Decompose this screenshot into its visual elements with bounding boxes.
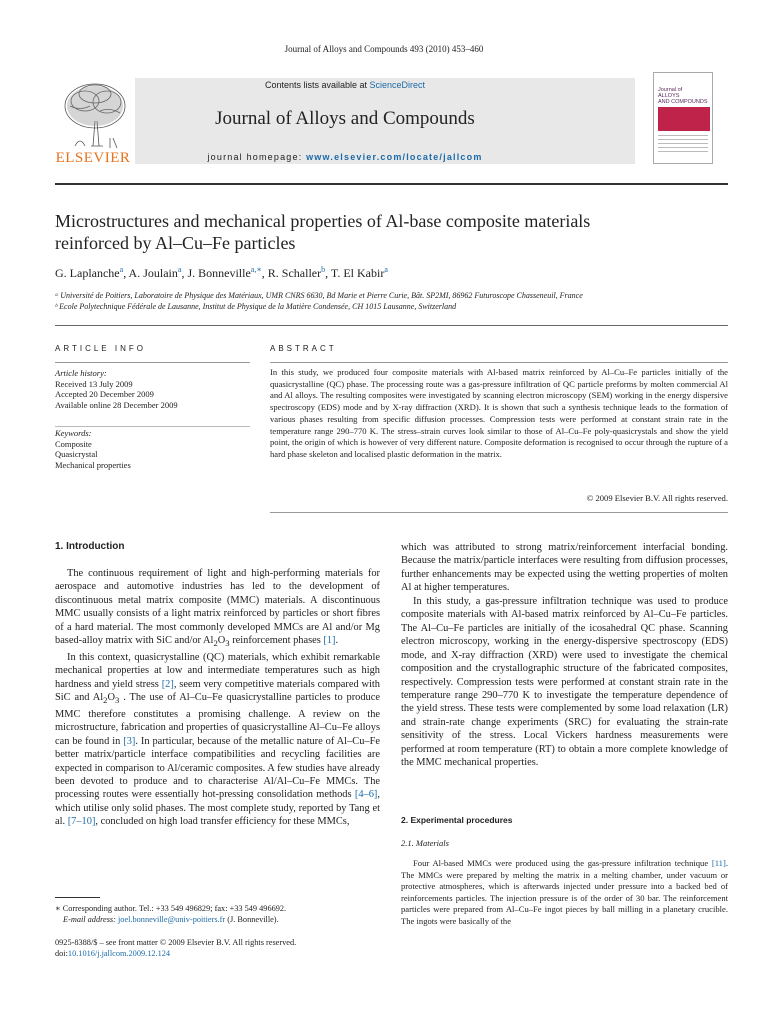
- author-name: J. Bonneville: [187, 266, 251, 280]
- citation-link[interactable]: [4–6]: [354, 789, 378, 801]
- keywords-block: [55, 428, 250, 470]
- article-title: [55, 210, 735, 254]
- title-line-1: Microstructures and mechanical properties of Al-base composite materials: [55, 211, 591, 231]
- author-separator: ,: [123, 266, 129, 280]
- citation-link[interactable]: [2]: [161, 678, 174, 690]
- cover-title: Journal of ALLOYS AND COMPOUNDS: [658, 87, 708, 105]
- keyword: Quasicrystal: [55, 449, 98, 459]
- received-date: Received 13 July 2009: [55, 378, 133, 389]
- author-affiliation-marker[interactable]: a: [384, 265, 388, 274]
- author-list: [55, 265, 388, 281]
- elsevier-wordmark: ELSEVIER: [55, 150, 131, 166]
- author-separator: ,: [181, 266, 188, 280]
- abstract-heading: ABSTRACT: [270, 344, 337, 353]
- affiliation-a: ᵃ Université de Poitiers, Laboratoire de Physique des Matériaux, UMR CNRS 6630, Bd Marie et Pierre Curie, Bât. SP2MI, 86962 Futuroscope Chasseneuil, France: [55, 291, 583, 300]
- homepage-prefix: journal homepage:: [207, 152, 307, 162]
- cover-band: [658, 107, 710, 131]
- author-affiliation-marker[interactable]: a: [119, 265, 124, 274]
- title-line-2: reinforced by Al–Cu–Fe particles: [55, 233, 296, 253]
- materials-paragraph: Four Al-based MMCs were produced using the gas-pressure infiltration technique [11]. The MMCs were prepared by melting the matrix in a melting chamber, under vacuum or protective atmospheres, which is afterwards injected under pressure into a backed bed of reinforcements particles. The injection pressure is of the order of 30 bar. The reinforcement particles were prepared from Al–Cu–Fe ingot pieces by ball milling in a planetary crucible. The ingots were basically of the: [401, 858, 728, 926]
- abstract-rule: [270, 362, 728, 363]
- article-info-rule: [55, 362, 250, 363]
- citation-link[interactable]: [3]: [123, 735, 136, 747]
- issn-line: 0925-8388/$ – see front matter © 2009 Elsevier B.V. All rights reserved.: [55, 938, 297, 947]
- doi-line: doi:10.1016/j.jallcom.2009.12.124: [55, 949, 171, 958]
- citation-link[interactable]: [11]: [711, 858, 726, 868]
- section-2-1-heading: 2.1. Materials: [401, 838, 449, 848]
- running-head: Journal of Alloys and Compounds 493 (2010) 453–460: [284, 44, 484, 54]
- right-paragraph-1: which was attributed to strong matrix/reinforcement interfacial bonding. Because the matrix/particle interfaces were resulting from diffusion processes, further enhancements may be expected using the wetting properties of molten Al at higher temperatures.: [401, 542, 728, 594]
- cover-lines: [658, 135, 708, 155]
- author-name: R. Schaller: [267, 266, 322, 280]
- keywords-label: Keywords:: [55, 428, 92, 438]
- left-column: [55, 567, 380, 829]
- header-rule: [55, 183, 728, 185]
- citation-link[interactable]: [7–10]: [67, 816, 96, 828]
- abstract-text: In this study, we produced four composite materials with Al-based matrix reinforced by Al–Cu–Fe particles initially of the quasicrystalline (QC) phase. The processing route was a gas-pressure infiltration of QC particle preforms by molten commercial Al and Al alloys. The resulting composites were investigated by scanning electron microscopy (SEM) working in the energy dispersive spectroscopy (EDS) mode and by X-ray diffraction (XRD). It is shown that such a synthesis technique leads to the formation of various phases resulting from specific diffusion processes. Compression tests were performed at constant strain rate in the temperature range 290–770 K. The stress–strain curves look similar to those of Al–Cu–Fe poly-quasicrystals and show the yield point, the origin of which is however of very different nature. Composite deformation is recognised to occur through the rupture of a hard phase skeleton and localised plastic deformation in the matrix.: [270, 367, 728, 459]
- contents-line: [55, 80, 635, 90]
- history-label: Article history:: [55, 368, 107, 378]
- abstract-bottom-rule: [270, 512, 728, 513]
- author-name: G. Laplanche: [55, 266, 120, 280]
- section-2-heading: 2. Experimental procedures: [401, 815, 513, 825]
- affiliation-b: ᵇ Ecole Polytechnique Fédérale de Lausanne, Institut de Physique de la Matière Condensée, CH 1015 Lausanne, Switzerland: [55, 302, 457, 311]
- corresponding-author-note: ∗ Corresponding author. Tel.: +33 549 496829; fax: +33 549 496692.: [55, 904, 287, 913]
- accepted-date: Accepted 20 December 2009: [55, 389, 154, 399]
- intro-paragraph-1: The continuous requirement of light and high-performing materials for aerospace and automotive industries has led to the development of discontinuous metal matrix composite (MMC) materials. A discontinuous MMC usually consists of a light matrix reinforced by particles or short fibres of a hard material. The most commonly developed MMCs are Al and/or Mg based-alloy matrix with SiC and/or $Al_2O_3$ reinforcement phases [1].: [55, 568, 380, 649]
- author-affiliation-marker[interactable]: a: [177, 265, 182, 274]
- intro-paragraph-2: In this context, quasicrystalline (QC) materials, which exhibit remarkable mechanical properties at low and intermediate temperatures such as high hardness and yield stress [2], seem very competitive materials compared with SiC and $Al_2O_3$ . The use of Al–Cu–Fe quasicrystalline particles to produce MMC therefore constitutes a promising challenge. A review on the microstructure, fabrication and properties of quasicrystalline Al–Cu–Fe alloys can be found in [3]. In particular, because of the metallic nature of Al–Cu–Fe better matrix/particle interface compatibilities and recycling facilities are expected in comparison to Al/ceramic composites. A few studies have already been devoted to produce and to characterise Al/Al–Cu–Fe MMCs. The processing routes were essentially hot-pressing consolidation methods [4–6], which utilise only solid phases. The most complete study, reported by Tang et al. [7–10], concluded on high load transfer efficiency for these MMCs,: [55, 651, 380, 828]
- author-separator: ,: [261, 266, 268, 280]
- affiliation-rule: [55, 325, 728, 326]
- keyword: Composite: [55, 438, 92, 449]
- sciencedirect-link[interactable]: ScienceDirect: [369, 80, 426, 90]
- homepage-line: [55, 152, 635, 162]
- section-1-heading: 1. Introduction: [55, 541, 125, 552]
- author-separator: ,: [325, 266, 331, 280]
- citation-link[interactable]: [1]: [323, 635, 336, 647]
- author-affiliation-marker[interactable]: a,∗: [250, 265, 262, 274]
- author-name: A. Joulain: [128, 266, 178, 280]
- online-date: Available online 28 December 2009: [55, 399, 178, 410]
- author-affiliation-marker[interactable]: b: [321, 265, 326, 274]
- author-name: T. El Kabir: [330, 266, 385, 280]
- homepage-link[interactable]: www.elsevier.com/locate/jallcom: [306, 152, 483, 162]
- contents-prefix: Contents lists available at: [264, 80, 370, 90]
- doi-link[interactable]: 10.1016/j.jallcom.2009.12.124: [67, 949, 171, 958]
- right-paragraph-2: In this study, a gas-pressure infiltration technique was used to produce composite materials with Al-based matrix reinforced by Al–Cu–Fe particles. The Al–Cu–Fe particles are initially of the icosahedral QC phase. Scanning electron microscopy, working in the energy-dispersive spectroscopy (EDS) mode, and X-ray diffraction (XRD) were used to investigate the chemical composition and the crystallographic structure of the fabricated composites, respectively. Compression tests were performed at constant strain rate in the temperature range 290–770 K to investigate the temperature dependence of the yield stress. These tests were complemented by some load relaxation (LR) and strain-rate change experiments (SRC) for evaluating the strain-rate sensitivity of the stress. Local Vickers hardness measurements were performed at room temperature (RT) to obtain a more complete knowledge of the MMC mechanical properties.: [401, 595, 728, 769]
- abstract-copyright: © 2009 Elsevier B.V. All rights reserved.: [586, 493, 728, 503]
- article-info-heading: ARTICLE INFO: [55, 344, 146, 353]
- keyword: Mechanical properties: [55, 459, 131, 470]
- footnote-rule: [55, 897, 100, 898]
- email-note: E-mail address: joel.bonneville@univ-poitiers.fr (J. Bonneville).: [63, 915, 279, 924]
- journal-title: Journal of Alloys and Compounds: [215, 108, 475, 129]
- right-column: [401, 541, 728, 770]
- keywords-rule: [55, 426, 250, 427]
- article-history: [55, 368, 250, 410]
- email-link[interactable]: joel.bonneville@univ-poitiers.fr: [118, 915, 226, 924]
- journal-cover-thumbnail: [653, 72, 713, 164]
